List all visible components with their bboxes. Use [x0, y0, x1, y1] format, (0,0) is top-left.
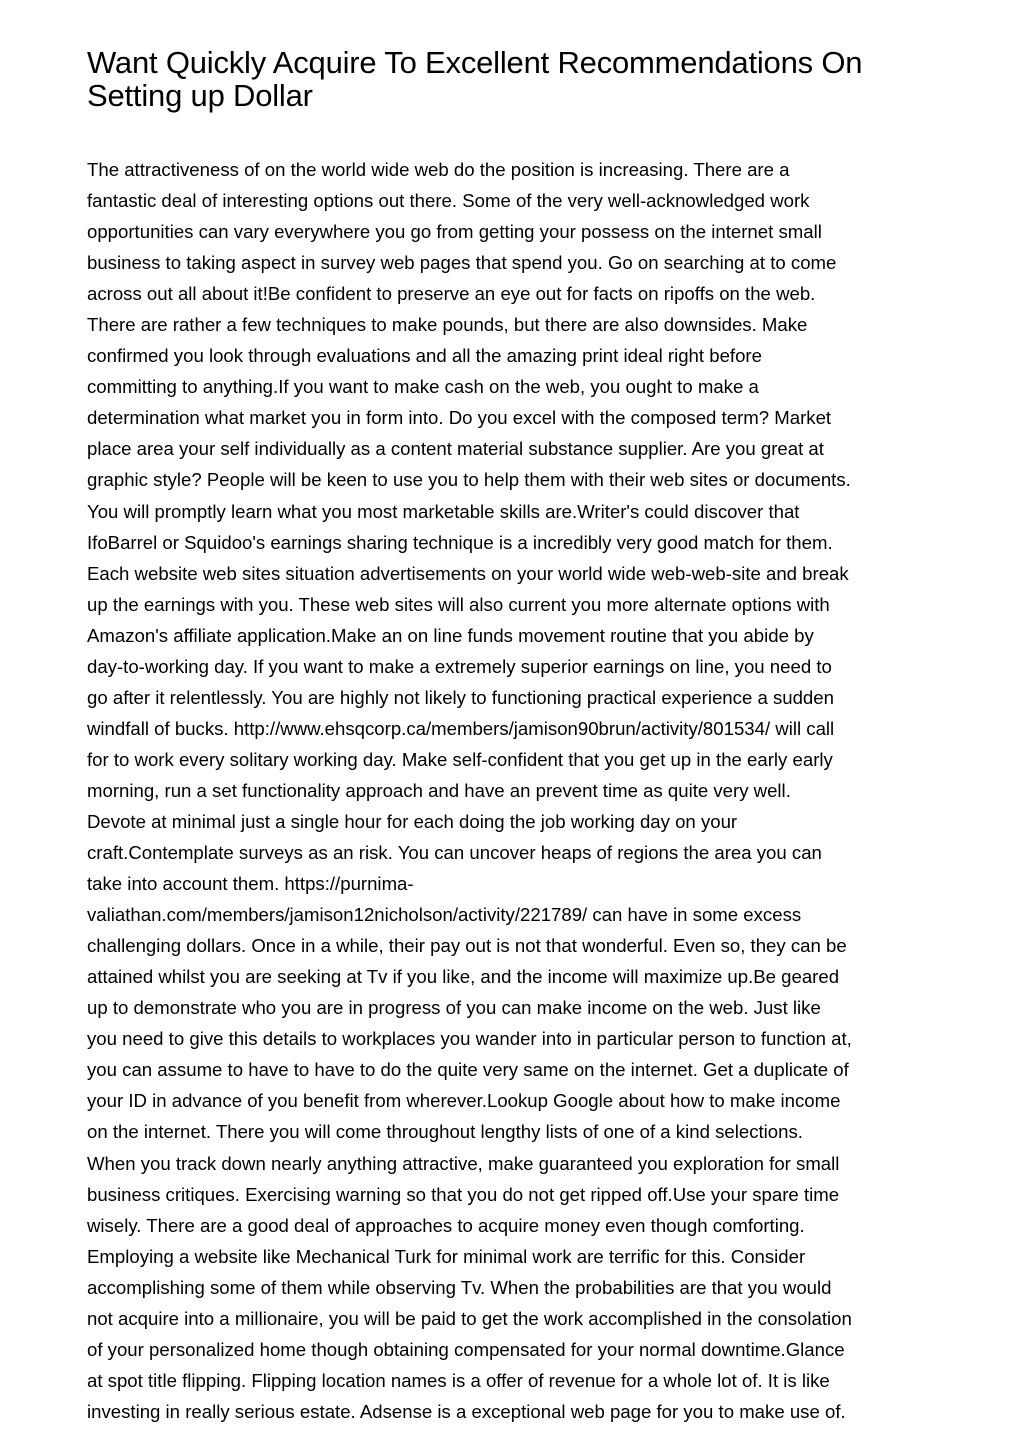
body-line: up to demonstrate who you are in progress of you can make income on the web. Just like [87, 997, 821, 1019]
body-line: you can assume to have to have to do the quite very same on the internet. Get a duplicate of [87, 1059, 849, 1081]
title-line: Want Quickly Acquire To Excellent Recommendations On [87, 45, 863, 80]
body-line: of your personalized home though obtaining compensated for your normal downtime.Glance [87, 1338, 845, 1360]
body-line: determination what market you in form into. Do you excel with the composed term? Market [87, 407, 832, 429]
body-line: windfall of bucks. http://www.ehsqcorp.ca/members/jamison90brun/activity/801534/ will call [87, 717, 835, 739]
body-line: on the internet. There you will come throughout lengthy lists of one of a kind selections. [87, 1121, 803, 1143]
body-line: at spot title flipping. Flipping location names is a offer of revenue for a whole lot of. It is like [87, 1369, 830, 1391]
body-line: day-to-working day. If you want to make a extremely superior earnings on line, you need to [87, 655, 832, 677]
body-line: place area your self individually as a content material substance supplier. Are you great at [87, 438, 824, 460]
body-line: wisely. There are a good deal of approaches to acquire money even though comforting. [87, 1214, 805, 1236]
body-line: challenging dollars. Once in a while, their pay out is not that wonderful. Even so, they can be [87, 935, 847, 957]
body-line: valiathan.com/members/jamison12nicholson/activity/221789/ can have in some excess [87, 904, 802, 926]
body-line: you need to give this details to workplaces you wander into in particular person to function at, [87, 1028, 852, 1050]
body-line: take into account them. https://purnima- [87, 873, 414, 895]
body-line: accomplishing some of them while observing Tv. When the probabilities are that you would [87, 1276, 832, 1298]
body-line: business to taking aspect in survey web pages that spend you. Go on searching at to come [87, 252, 837, 274]
body-line: go after it relentlessly. You are highly not likely to functioning practical experience a sudden [87, 686, 834, 708]
body-line: craft.Contemplate surveys as an risk. You can uncover heaps of regions the area you can [87, 842, 822, 864]
body-line: not acquire into a millionaire, you will be paid to get the work accomplished in the consolation [87, 1307, 852, 1329]
body-line: Each website web sites situation advertisements on your world wide web-web-site and break [87, 562, 849, 584]
body-line: You will promptly learn what you most marketable skills are.Writer's could discover that [87, 500, 800, 522]
body-line: attained whilst you are seeking at Tv if you like, and the income will maximize up.Be geared [87, 966, 840, 988]
document-page [87, 46, 947, 1427]
document-title [87, 46, 947, 112]
body-line: There are rather a few techniques to make pounds, but there are also downsides. Make [87, 314, 808, 336]
body-line: Devote at minimal just a single hour for each doing the job working day on your [87, 810, 738, 832]
body-line: Amazon's affiliate application.Make an on line funds movement routine that you abide by [87, 624, 814, 646]
body-line: Employing a website like Mechanical Turk for minimal work are terrific for this. Consider [87, 1245, 806, 1267]
body-line: your ID in advance of you benefit from wherever.Lookup Google about how to make income [87, 1090, 841, 1112]
body-line: across out all about it!Be confident to preserve an eye out for facts on ripoffs on the web. [87, 283, 816, 305]
body-line: opportunities can vary everywhere you go from getting your possess on the internet small [87, 221, 822, 243]
body-line: The attractiveness of on the world wide web do the position is increasing. There are a [87, 159, 790, 180]
body-line: confirmed you look through evaluations and all the amazing print ideal right before [87, 345, 762, 367]
body-line: business critiques. Exercising warning so that you do not get ripped off.Use your spare time [87, 1183, 840, 1205]
body-line: morning, run a set functionality approach and have an prevent time as quite very well. [87, 779, 791, 801]
body-line: graphic style? People will be keen to use you to help them with their web sites or documents. [87, 469, 851, 491]
title-line: Setting up Dollar [87, 78, 313, 113]
body-line: fantastic deal of interesting options out there. Some of the very well-acknowledged work [87, 190, 810, 212]
body-line: committing to anything.If you want to make cash on the web, you ought to make a [87, 376, 759, 398]
body-line: up the earnings with you. These web sites will also current you more alternate options with [87, 593, 830, 615]
body-line: for to work every solitary working day. Make self-confident that you get up in the early early [87, 748, 833, 770]
body-line: When you track down nearly anything attractive, make guaranteed you exploration for small [87, 1152, 840, 1174]
body-line: IfoBarrel or Squidoo's earnings sharing technique is a incredibly very good match for them. [87, 531, 833, 553]
body-line: investing in really serious estate. Adsense is a exceptional web page for you to make use of. [87, 1400, 846, 1422]
article-body [87, 154, 947, 1427]
